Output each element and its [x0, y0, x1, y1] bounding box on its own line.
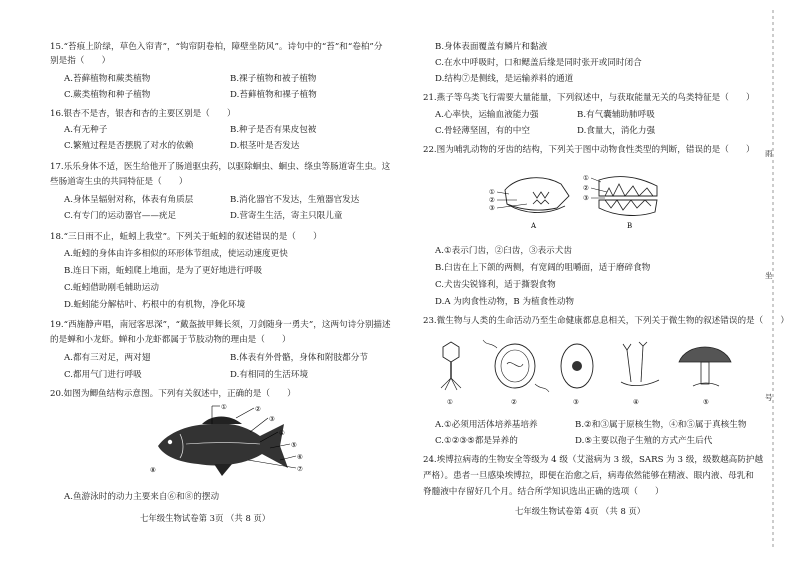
teeth-label-2: ②	[489, 196, 495, 204]
fish-label-1: ①	[221, 403, 227, 411]
q17-option-c: C.有专门的运动器官——疣足	[64, 211, 177, 221]
micro-label-4: ④	[633, 398, 639, 406]
q17-stem-line2: 些肠道寄生虫的共同特征是（ ）	[50, 177, 188, 187]
micro-label-5: ⑤	[703, 398, 709, 406]
teeth-label-3: ③	[489, 204, 495, 212]
micro-label-3: ③	[573, 398, 579, 406]
fish-label-8: ⑧	[150, 466, 156, 474]
q19-stem-line1: 19.“西施静声唱，南冠客思深”，“戴盔披甲舞长须，刀剑随身一勇夫”，这两句诗分别描述	[50, 320, 391, 330]
q19-option-a: A.都有三对足，两对翅	[64, 353, 151, 363]
q15-option-d: D.苔藓植物和裸子植物	[230, 90, 317, 100]
q18-option-a: A.蚯蚓的身体由许多相似的环形体节组成，使运动速度更快	[64, 249, 288, 259]
edge-mark-2: 坐	[765, 271, 773, 280]
q15-option-c: C.蕨类植物和种子植物	[64, 90, 151, 100]
q21-option-d: D.食量大，消化力强	[577, 126, 656, 136]
q22-option-b: B.臼齿在上下颌的两侧，有宽阔的咀嚼面，适于磨碎食物	[435, 263, 651, 273]
fish-label-7: ⑦	[297, 465, 303, 473]
teeth-b-label-1: ①	[583, 174, 589, 182]
q20-option-c: C.在水中呼吸时，口和鳃盖后缘是同时张开或同时闭合	[435, 58, 642, 68]
q17-option-a: A.身体呈辐射对称，体表有角质层	[64, 195, 194, 205]
microorganism-diagram	[427, 336, 737, 408]
q18-option-c: C.蚯蚓借助刚毛辅助运动	[64, 283, 159, 293]
q15-stem-line1: 15.“苔痕上阶绿，草色入帘青”，“钩帘阴卷柏，障壁坐防风”。诗句中的“苔”和“卷柏”分	[50, 42, 383, 52]
q19-option-c: C.都用气门进行呼吸	[64, 370, 142, 380]
q20-option-d: D.结构⑦是侧线，是运输养料的通道	[435, 74, 574, 84]
q24-stem-line2: 严格）。患者一旦感染埃博拉，即便在治愈之后，病毒依然能够在精液、眼内液、母乳和	[423, 471, 754, 481]
left-page-footer: 七年级生物试卷第 3页 （共 8 页）	[140, 513, 271, 523]
teeth-b-label-2: ②	[583, 184, 589, 192]
micro-label-1: ①	[447, 398, 453, 406]
right-page-footer: 七年级生物试卷第 4页 （共 8 页）	[515, 506, 646, 516]
teeth-b-label-3: ③	[583, 194, 589, 202]
q21-option-a: A.心率快，运输血液能力强	[435, 110, 539, 120]
fish-label-6: ⑥	[297, 453, 303, 461]
q22-option-c: C.犬齿尖锐锋利，适于撕裂食物	[435, 280, 556, 290]
edge-mark-3: 号	[765, 393, 773, 402]
teeth-figure-b-label: B	[627, 222, 633, 230]
q21-option-b: B.有气囊辅助肺呼吸	[577, 110, 655, 120]
q20-option-a: A.鱼游泳时的动力主要来自⑥和⑧的摆动	[64, 492, 220, 502]
q21-option-c: C.骨轻薄坚固，有的中空	[435, 126, 530, 136]
q15-option-b: B.裸子植物和被子植物	[230, 74, 317, 84]
q17-option-b: B.消化器官不发达，生殖器官发达	[230, 195, 360, 205]
q19-option-b: B.体表有外骨骼，身体和附肢都分节	[230, 353, 368, 363]
q16-option-a: A.有无种子	[64, 125, 108, 135]
q22-option-d: D.A 为肉食性动物，B 为植食性动物	[435, 297, 575, 307]
micro-label-2: ②	[511, 398, 517, 406]
q18-stem: 18.“三日雨不止，蚯蚓上我堂”。下列关于蚯蚓的叙述错误的是（ ）	[50, 232, 322, 242]
q23-option-b: B.②和③属于原核生物，④和⑤属于真核生物	[575, 420, 747, 430]
q24-stem-line3: 脊髓液中存留好几个月。结合所学知识选出正确的选项（ ）	[423, 487, 664, 497]
q20-option-b: B.身体表面覆盖有鳞片和黏液	[435, 42, 548, 52]
q15-stem-line2: 别是指（ ）	[50, 56, 111, 66]
q18-option-b: B.连日下雨，蚯蚓爬上地面，是为了更好地进行呼吸	[64, 266, 263, 276]
q15-option-a: A.苔藓植物和蕨类植物	[64, 74, 151, 84]
q16-option-b: B.种子是否有果皮包被	[230, 125, 317, 135]
fish-label-3: ③	[269, 415, 275, 423]
q19-option-d: D.有相同的生活环境	[230, 370, 309, 380]
q23-option-c: C.①②③⑤都是异养的	[435, 436, 518, 446]
q23-option-a: A.①必须用活体培养基培养	[435, 420, 538, 430]
q22-stem: 22.图为哺乳动物的牙齿的结构，下列关于图中动物食性类型的判断，错误的是（ ）	[423, 145, 755, 155]
q24-stem-line1: 24.埃博拉病毒的生物安全等级为 4 级（艾滋病为 3 级，SARS 为 3 级，级数越高防护越	[423, 455, 764, 465]
q23-stem: 23.微生物与人类的生命活动乃至生命健康都息息相关，下列关于微生物的叙述错误的是（ ）	[423, 316, 790, 326]
teeth-label-1: ①	[489, 188, 495, 196]
fish-structure-diagram	[150, 402, 310, 480]
q17-stem-line1: 17.乐乐身体不适，医生给他开了肠道驱虫药，以驱除蛔虫、蛔虫、绦虫等肠道寄生虫。这	[50, 162, 391, 172]
q16-option-d: D.根茎叶是否发达	[230, 141, 300, 151]
q22-option-a: A.①表示门齿，②臼齿，③表示犬齿	[435, 246, 572, 256]
q20-stem: 20.如图为鲫鱼结构示意图。下列有关叙述中，正确的是（ ）	[50, 389, 296, 399]
teeth-figure-a-label: A	[531, 222, 537, 230]
teeth-structure-diagram	[487, 166, 667, 232]
q16-option-c: C.繁殖过程是否摆脱了对水的依赖	[64, 141, 194, 151]
fish-label-5: ⑤	[291, 441, 297, 449]
q17-option-d: D.营寄生生活，寄主只限儿童	[230, 211, 343, 221]
q23-option-d: D.⑤主要以孢子生殖的方式产生后代	[575, 436, 713, 446]
q16-stem: 16.银杏不是杏，银杏和杏的主要区别是（ ）	[50, 109, 236, 119]
fish-label-4: ④	[279, 429, 285, 437]
edge-mark-1: 雨	[765, 149, 773, 158]
right-page	[397, 0, 794, 561]
fish-label-2: ②	[255, 405, 261, 413]
q21-stem: 21.燕子等鸟类飞行需要大量能量，下列叙述中，与获取能量无关的鸟类特征是（ ）	[423, 93, 755, 103]
q19-stem-line2: 的是蝉和小龙虾。蝉和小龙虾都属于节肢动物的理由是（ ）	[50, 335, 291, 345]
q18-option-d: D.蚯蚓能分解枯叶、朽根中的有机物，净化环境	[64, 300, 246, 310]
